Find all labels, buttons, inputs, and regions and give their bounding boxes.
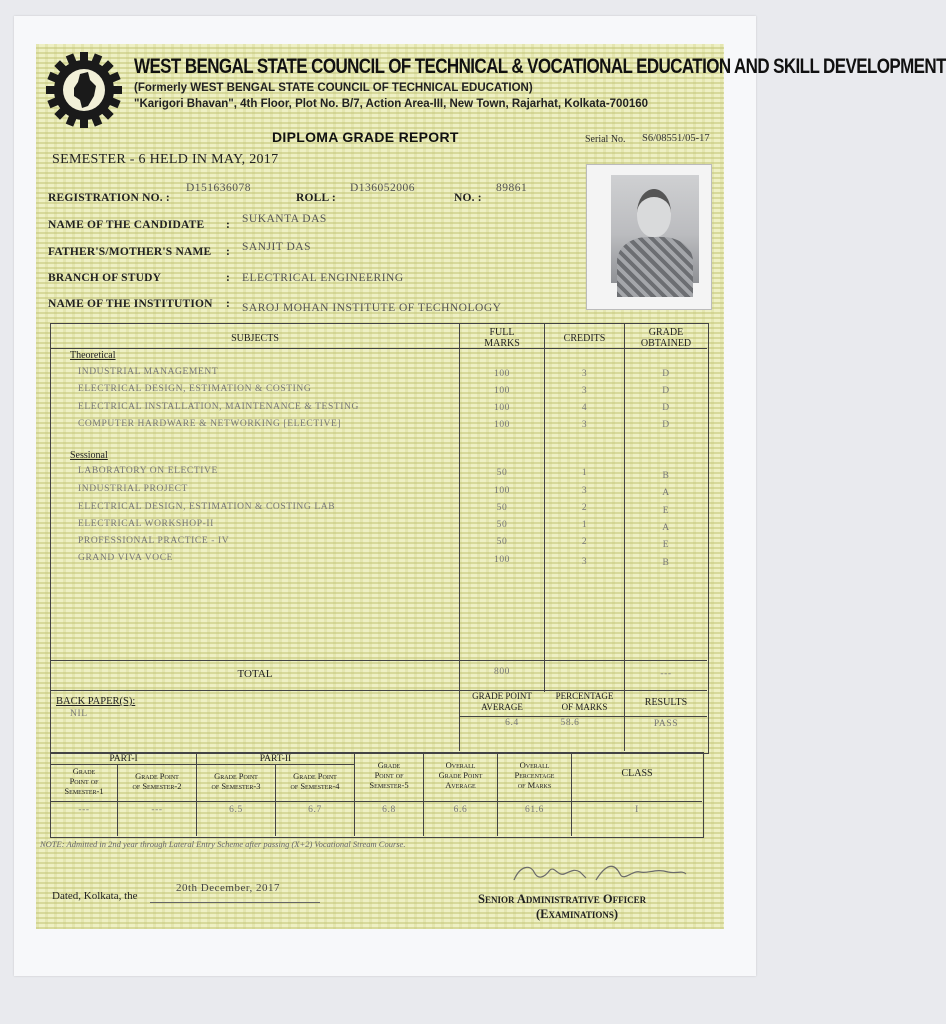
credits: 3 bbox=[581, 369, 588, 379]
subject-name: ELECTRICAL DESIGN, ESTIMATION & COSTING LAB bbox=[78, 502, 336, 512]
credits-header: CREDITS bbox=[563, 333, 606, 344]
branch-label: BRANCH OF STUDY bbox=[48, 272, 162, 284]
credits: 2 bbox=[581, 503, 588, 513]
sem3-header: Grade Point of Semester-3 bbox=[211, 771, 261, 791]
full-marks: 100 bbox=[493, 369, 511, 379]
note-text: NOTE: Admitted in 2nd year through Lateral Entry Scheme after passing (X+2) Vocational Stream Course. bbox=[40, 839, 406, 849]
photo-portrait bbox=[611, 175, 699, 283]
part-2-label: PART-II bbox=[259, 754, 292, 764]
full-marks-header-2: MARKS bbox=[484, 338, 520, 349]
total-label: TOTAL bbox=[237, 668, 273, 680]
candidate-photo bbox=[586, 164, 712, 310]
subjects-header: SUBJECTS bbox=[231, 333, 279, 344]
total-grade: --- bbox=[660, 669, 672, 679]
roll-value: D136052006 bbox=[350, 182, 416, 194]
credits: 2 bbox=[581, 537, 588, 547]
serial-value: S6/08551/05-17 bbox=[642, 133, 710, 144]
institution-value: SAROJ MOHAN INSTITUTE OF TECHNOLOGY bbox=[242, 302, 502, 314]
officer-subtitle: (Examinations) bbox=[536, 907, 619, 921]
semester-heading: SEMESTER - 6 HELD IN MAY, 2017 bbox=[52, 152, 279, 167]
overall-percentage-header: Overall Percentage of Marks bbox=[514, 760, 555, 790]
credits: 3 bbox=[581, 486, 588, 496]
gpa-label-2: AVERAGE bbox=[481, 702, 523, 712]
grade: D bbox=[662, 403, 670, 413]
credits: 3 bbox=[581, 420, 588, 430]
date-value: 20th December, 2017 bbox=[176, 882, 281, 894]
part-1-label: PART-I bbox=[109, 754, 138, 764]
signature-icon bbox=[510, 858, 690, 888]
grade: B bbox=[662, 558, 670, 568]
percentage-label-2: OF MARKS bbox=[561, 702, 608, 712]
grade: D bbox=[662, 386, 670, 396]
sem1-header: Grade Point of Semester-1 bbox=[64, 766, 104, 796]
overall-gpa-value: 6.6 bbox=[453, 805, 468, 815]
credits: 3 bbox=[581, 557, 588, 567]
grade-header-2: OBTAINED bbox=[640, 338, 692, 349]
overall-percentage-value: 61.6 bbox=[524, 805, 545, 815]
date-underline bbox=[150, 902, 320, 903]
institution-colon: : bbox=[226, 298, 231, 310]
percentage-label-1: PERCENTAGE bbox=[555, 691, 614, 701]
grade-header-1: GRADE bbox=[648, 327, 684, 338]
percentage-value: 58.6 bbox=[560, 718, 580, 728]
council-name: WEST BENGAL STATE COUNCIL OF TECHNICAL & VOCATIONAL EDUCATION AND SKILL DEVELOPMENT bbox=[134, 54, 946, 78]
subject-name: ELECTRICAL WORKSHOP-II bbox=[78, 519, 214, 529]
grade: D bbox=[662, 369, 670, 379]
class-header: CLASS bbox=[621, 768, 653, 779]
subject-name: GRAND VIVA VOCE bbox=[78, 553, 174, 563]
sem4-header: Grade Point of Semester-4 bbox=[290, 771, 340, 791]
officer-title: Senior Administrative Officer bbox=[478, 892, 647, 906]
full-marks: 100 bbox=[493, 420, 511, 430]
total-marks: 800 bbox=[493, 667, 511, 677]
class-value: I bbox=[635, 805, 639, 815]
subject-name: PROFESSIONAL PRACTICE - IV bbox=[78, 536, 230, 546]
full-marks: 50 bbox=[496, 537, 508, 547]
subject-name: INDUSTRIAL PROJECT bbox=[78, 484, 188, 494]
registration-value: D151636078 bbox=[186, 182, 252, 194]
full-marks: 100 bbox=[493, 386, 511, 396]
subject-name: COMPUTER HARDWARE & NETWORKING [ELECTIVE] bbox=[78, 419, 342, 429]
gpa-value: 6.4 bbox=[505, 718, 519, 728]
grade: E bbox=[662, 540, 670, 550]
full-marks-header-1: FULL bbox=[489, 327, 515, 338]
grade: E bbox=[662, 506, 670, 516]
candidate-name-label: NAME OF THE CANDIDATE bbox=[48, 219, 205, 231]
sem1-value: --- bbox=[78, 805, 90, 815]
theoretical-label: Theoretical bbox=[70, 350, 116, 361]
dated-label: Dated, Kolkata, the bbox=[52, 890, 138, 902]
subject-name: LABORATORY ON ELECTIVE bbox=[78, 466, 218, 476]
sem3-value: 6.5 bbox=[229, 805, 243, 815]
parent-name-value: SANJIT DAS bbox=[242, 241, 312, 253]
full-marks: 50 bbox=[496, 468, 508, 478]
grade: B bbox=[662, 471, 670, 481]
sem5-header: Grade Point of Semester-5 bbox=[369, 760, 409, 790]
branch-value: ELECTRICAL ENGINEERING bbox=[242, 272, 404, 284]
branch-colon: : bbox=[226, 272, 231, 284]
no-label: NO. : bbox=[454, 192, 482, 204]
credits: 1 bbox=[581, 468, 588, 478]
sem5-value: 6.8 bbox=[382, 805, 396, 815]
sem4-value: 6.7 bbox=[308, 805, 322, 815]
council-address: "Karigori Bhavan", 4th Floor, Plot No. B/7, Action Area-III, New Town, Rajarhat, Kolkata-700160 bbox=[134, 98, 649, 110]
results-label: RESULTS bbox=[644, 697, 688, 708]
gpa-label-1: GRADE POINT bbox=[472, 691, 532, 701]
overall-gpa-header: Overall Grade Point Average bbox=[438, 760, 483, 790]
result-value: PASS bbox=[653, 719, 679, 729]
roll-label: ROLL : bbox=[296, 192, 336, 204]
full-marks: 50 bbox=[496, 503, 508, 513]
candidate-name-value: SUKANTA DAS bbox=[242, 213, 327, 225]
full-marks: 100 bbox=[493, 486, 511, 496]
sessional-label: Sessional bbox=[70, 450, 108, 461]
parent-name-label: FATHER'S/MOTHER'S NAME bbox=[48, 246, 212, 258]
credits: 4 bbox=[581, 403, 588, 413]
council-logo-icon bbox=[44, 50, 124, 130]
subject-name: INDUSTRIAL MANAGEMENT bbox=[78, 367, 219, 377]
full-marks: 100 bbox=[493, 555, 511, 565]
full-marks: 50 bbox=[496, 520, 508, 530]
grade: A bbox=[662, 523, 670, 533]
registration-label: REGISTRATION NO. : bbox=[48, 192, 170, 204]
no-value: 89861 bbox=[496, 182, 528, 194]
parent-name-colon: : bbox=[226, 246, 231, 258]
sem2-header: Grade Point of Semester-2 bbox=[132, 771, 182, 791]
credits: 1 bbox=[581, 520, 588, 530]
serial-label: Serial No. bbox=[585, 134, 626, 145]
subject-name: ELECTRICAL INSTALLATION, MAINTENANCE & TESTING bbox=[78, 402, 359, 412]
sem2-value: --- bbox=[151, 805, 163, 815]
report-title: DIPLOMA GRADE REPORT bbox=[272, 129, 459, 145]
grade: A bbox=[662, 488, 670, 498]
candidate-name-colon: : bbox=[226, 219, 231, 231]
credits: 3 bbox=[581, 386, 588, 396]
full-marks: 100 bbox=[493, 403, 511, 413]
grade: D bbox=[662, 420, 670, 430]
subject-name: ELECTRICAL DESIGN, ESTIMATION & COSTING bbox=[78, 384, 312, 394]
back-paper-value: NIL bbox=[70, 709, 88, 719]
back-paper-label: BACK PAPER(S): bbox=[56, 696, 136, 707]
institution-label: NAME OF THE INSTITUTION bbox=[48, 298, 213, 310]
formerly-name: (Formerly WEST BENGAL STATE COUNCIL OF TECHNICAL EDUCATION) bbox=[134, 82, 533, 94]
